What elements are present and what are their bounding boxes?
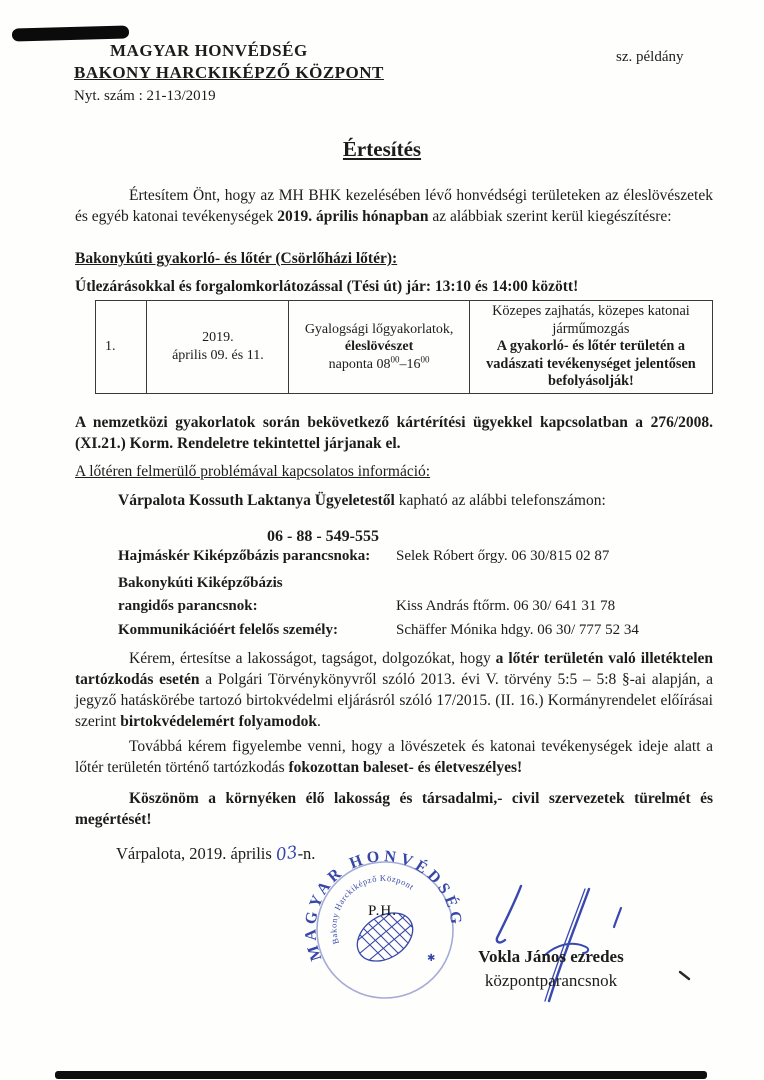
danger-paragraph: Továbbá kérem figyelembe venni, hogy a lövészetek és katonai tevékenységek ideje alatt a lőtér területén történő tartózkodás fokozottan baleset- és életveszélyes! xyxy=(75,738,713,776)
cell-impact: Közepes zajhatás, közepes katonai járműmozgás A gyakorló- és lőtér területén a vadászati tevékenységet jelentősen befolyásolják! xyxy=(469,301,712,394)
signer-name: Vokla János ezredes xyxy=(478,947,624,966)
org-name-line1: MAGYAR HONVÉDSÉG xyxy=(110,41,308,60)
signature-stroke xyxy=(614,908,621,927)
contact-label: rangidős parancsnok: xyxy=(118,598,258,614)
signature-stroke xyxy=(497,886,521,942)
registry-number: Nyt. szám : 21-13/2019 xyxy=(74,88,216,104)
stamp-star-icon: ✱ xyxy=(427,953,436,964)
intro-text-post: az alábbiak szerint kerül kiegészítésre: xyxy=(428,208,672,225)
range-section-heading: Bakonykúti gyakorló- és lőtér (Csörlőházi lőtér): xyxy=(75,250,398,267)
activity-time: naponta $08^{00}-16^{00}$ xyxy=(328,353,430,372)
intro-text-bold: 2019. április hónapban xyxy=(277,208,429,225)
intro-text-pre: Értesítem Önt, hogy az MH BHK kezelésében lévő honvédségi területeken az éleslövészetek és egyéb katonai tevékenységek xyxy=(75,187,713,225)
contact-intro-line: Várpalota Kossuth Laktanya Ügyeletestől kapható az alábbi telefonszámon: xyxy=(118,492,606,509)
contact-label: Bakonykúti Kiképzőbázis xyxy=(118,575,283,591)
table-row xyxy=(96,301,713,394)
info-heading: A lőtéren felmerülő problémával kapcsolatos információ: xyxy=(75,463,431,480)
stamp-ring-text: MAGYAR HONVÉDSÉG xyxy=(302,847,465,963)
scan-artifact-bottom-bar xyxy=(55,1071,707,1079)
document-title: Értesítés xyxy=(342,137,422,161)
signer-rank-title: központparancsnok xyxy=(484,971,618,990)
dateline: Várpalota, 2019. április 03-n. xyxy=(116,842,316,866)
legal-notice-paragraph: A nemzetközi gyakorlatok során bekövetkező kártérítési ügyekkel kapcsolatban a 276/2008. (XI.21.) Korm. Rendeletre tekintettel járjanak el. xyxy=(75,414,713,452)
cell-row-number: 1. xyxy=(96,301,147,394)
stamp-inner-text: Bakony Harckiképző Központ xyxy=(328,872,417,946)
handwritten-day: 03 xyxy=(274,842,299,866)
schedule-table xyxy=(95,300,713,394)
contact-value: Selek Róbert őrgy. 06 30/815 02 87 xyxy=(396,548,610,564)
intro-paragraph xyxy=(75,185,713,227)
thanks-paragraph: Köszönöm a környéken élő lakosság és társadalmi,- civil szervezetek türelmét és megértését! xyxy=(75,790,713,828)
cell-activity: Gyalogsági lőgyakorlatok, éleslövészet naponta $08^{00}-16^{00}$ xyxy=(289,301,470,394)
contact-value: Kiss András ftőrm. 06 30/ 641 31 78 xyxy=(396,598,616,614)
ph-seal-label: P.H. xyxy=(368,903,398,919)
contact-label: Kommunikációért felelős személy: xyxy=(118,622,338,638)
scan-artifact-top-dash xyxy=(12,25,129,41)
copy-number-label: sz. példány xyxy=(616,49,684,65)
road-closure-notice: Útlezárásokkal és forgalomkorlátozással (Tési út) jár: 13:10 és 14:00 között! xyxy=(75,278,579,295)
main-phone-number: 06 - 88 - 549-555 xyxy=(267,528,379,545)
contact-value: Schäffer Mónika hdgy. 06 30/ 777 52 34 xyxy=(396,622,639,638)
trespass-paragraph: Kérem, értesítse a lakosságot, tagságot, dolgozókat, hogy a lőtér területén való illetéktelen tartózkodás esetén a Polgári Törvénykönyvről szóló 2013. évi V. törvény 5:5 – 5:8 §-ai alapján, a jegyző hatáskörébe tartozó birtokvédelmi eljárásról szóló 17/2015. (II. 16.) Kormányrendelet előírásai szerint birtokvédelemért folyamodok. xyxy=(75,650,714,730)
cell-date: 2019. április 09. és 11. xyxy=(147,301,289,394)
org-name-line2: BAKONY HARCKIKÉPZŐ KÖZPONT xyxy=(74,63,384,82)
contact-label: Hajmáskér Kiképzőbázis parancsnoka: xyxy=(118,548,371,564)
